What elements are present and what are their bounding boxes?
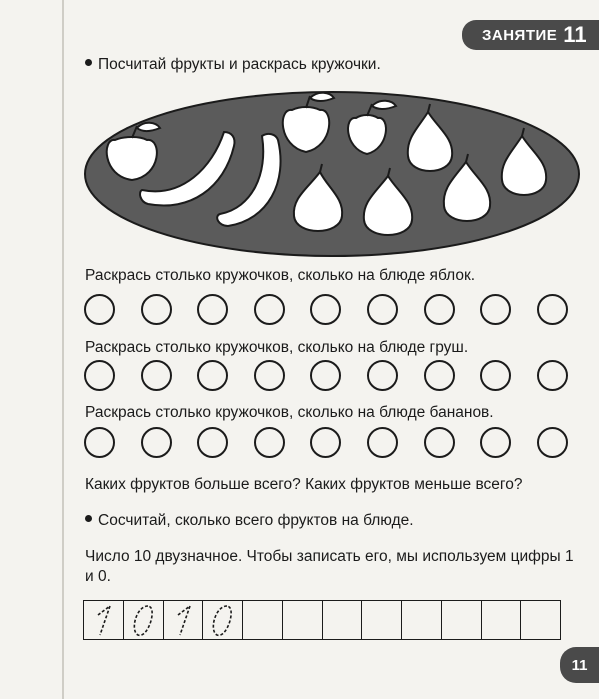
color-circle[interactable] [537,294,568,325]
circle-row-pears [84,360,572,396]
color-circle[interactable] [197,427,228,458]
task-total-fruits [85,512,414,530]
color-circle[interactable] [84,427,115,458]
task-count-fruits-text: Посчитай фрукты и раскрась кружочки. [98,56,381,73]
writing-cell[interactable] [164,601,204,639]
dashed-digit-0 [124,601,164,639]
bullet-icon [85,515,92,522]
dashed-digit-1 [164,601,204,639]
color-circle[interactable] [424,427,455,458]
color-circle[interactable] [367,360,398,391]
color-circle[interactable] [310,427,341,458]
dashed-digit-0 [203,601,243,639]
writing-cell[interactable] [402,601,442,639]
digit-writing-grid [83,600,561,640]
dashed-digit-1 [84,601,124,639]
page-binding-edge [62,0,64,699]
circle-row-apples [84,294,572,330]
color-circle[interactable] [480,360,511,391]
lesson-label: ЗАНЯТИЕ [482,26,558,44]
color-circle[interactable] [141,427,172,458]
writing-cell[interactable] [442,601,482,639]
color-circle[interactable] [537,360,568,391]
color-circle[interactable] [424,360,455,391]
color-circle[interactable] [197,294,228,325]
writing-cell[interactable] [283,601,323,639]
color-circle[interactable] [367,294,398,325]
color-circle[interactable] [141,360,172,391]
bullet-icon [85,59,92,66]
color-circle[interactable] [310,294,341,325]
color-circle[interactable] [480,294,511,325]
writing-cell[interactable] [203,601,243,639]
color-circle[interactable] [84,360,115,391]
writing-cell[interactable] [84,601,124,639]
fruit-platter-illustration [82,88,582,260]
writing-cell[interactable] [243,601,283,639]
color-circle[interactable] [424,294,455,325]
writing-cell[interactable] [521,601,560,639]
page-number-badge [560,647,599,683]
page-number: 11 [571,656,588,674]
color-circle[interactable] [480,427,511,458]
question-more-less: Каких фруктов больше всего? Каких фруктов меньше всего? [85,476,523,493]
number-ten-paragraph: Число 10 двузначное. Чтобы записать его, мы используем цифры 1 и 0. [85,548,574,585]
color-circle[interactable] [254,427,285,458]
lesson-header [462,20,599,50]
question-pears: Раскрась столько кружочков, сколько на блюде груш. [85,339,469,356]
color-circle[interactable] [254,294,285,325]
color-circle[interactable] [197,360,228,391]
task-count-fruits [85,56,381,74]
question-apples: Раскрась столько кружочков, сколько на блюде яблок. [85,267,476,284]
lesson-number: 11 [563,22,587,47]
question-bananas: Раскрась столько кружочков, сколько на блюде бананов. [85,404,494,421]
writing-cell[interactable] [323,601,363,639]
writing-cell[interactable] [362,601,402,639]
writing-cell[interactable] [482,601,522,639]
color-circle[interactable] [310,360,341,391]
color-circle[interactable] [537,427,568,458]
circle-row-bananas [84,427,572,463]
color-circle[interactable] [141,294,172,325]
color-circle[interactable] [84,294,115,325]
color-circle[interactable] [254,360,285,391]
writing-cell[interactable] [124,601,164,639]
color-circle[interactable] [367,427,398,458]
task-total-fruits-text: Сосчитай, сколько всего фруктов на блюде. [98,512,414,529]
